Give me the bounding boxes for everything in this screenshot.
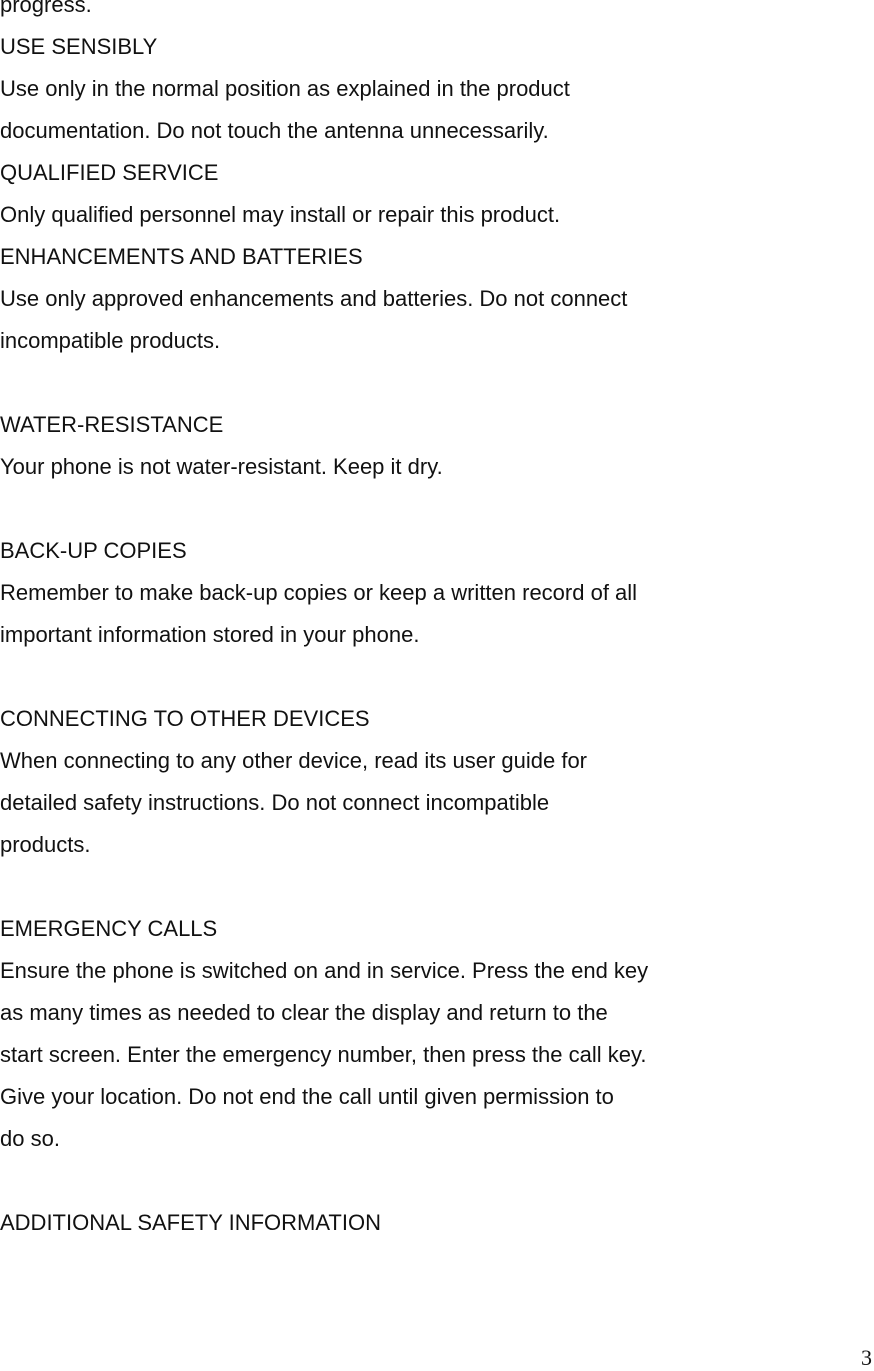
text-line: progress. xyxy=(0,0,92,17)
text-line: Only qualified personnel may install or repair this product. xyxy=(0,202,561,227)
text-line: Use only approved enhancements and batteries. Do not connect xyxy=(0,286,628,311)
text-line: as many times as needed to clear the display and return to the xyxy=(0,1000,608,1025)
page-number: 3 xyxy=(861,1345,872,1370)
section-heading: USE SENSIBLY xyxy=(0,34,158,59)
blank-line xyxy=(0,1160,648,1202)
text-line: Your phone is not water-resistant. Keep it dry. xyxy=(0,454,443,479)
section-heading: BACK-UP COPIES xyxy=(0,538,187,563)
text-line: When connecting to any other device, read its user guide for xyxy=(0,748,588,773)
text-line: do so. xyxy=(0,1126,60,1151)
blank-line xyxy=(0,488,648,530)
section-heading: EMERGENCY CALLS xyxy=(0,916,218,941)
blank-line xyxy=(0,866,648,908)
section-heading: WATER-RESISTANCE xyxy=(0,412,224,437)
text-line: Remember to make back-up copies or keep a written record of all xyxy=(0,580,638,605)
text-line: Use only in the normal position as explained in the product xyxy=(0,76,570,101)
text-line: incompatible products. xyxy=(0,328,221,353)
text-line: detailed safety instructions. Do not connect incompatible xyxy=(0,790,550,815)
section-heading: ENHANCEMENTS AND BATTERIES xyxy=(0,244,363,269)
section-heading: QUALIFIED SERVICE xyxy=(0,160,219,185)
blank-line xyxy=(0,656,648,698)
text-line: products. xyxy=(0,832,91,857)
text-line: important information stored in your phone. xyxy=(0,622,420,647)
text-line: Give your location. Do not end the call until given permission to xyxy=(0,1084,614,1109)
blank-line xyxy=(0,362,648,404)
text-line: Ensure the phone is switched on and in service. Press the end key xyxy=(0,958,649,983)
text-line: documentation. Do not touch the antenna unnecessarily. xyxy=(0,118,549,143)
section-heading: CONNECTING TO OTHER DEVICES xyxy=(0,706,370,731)
text-line: start screen. Enter the emergency number, then press the call key. xyxy=(0,1042,647,1067)
section-heading: ADDITIONAL SAFETY INFORMATION xyxy=(0,1210,381,1235)
